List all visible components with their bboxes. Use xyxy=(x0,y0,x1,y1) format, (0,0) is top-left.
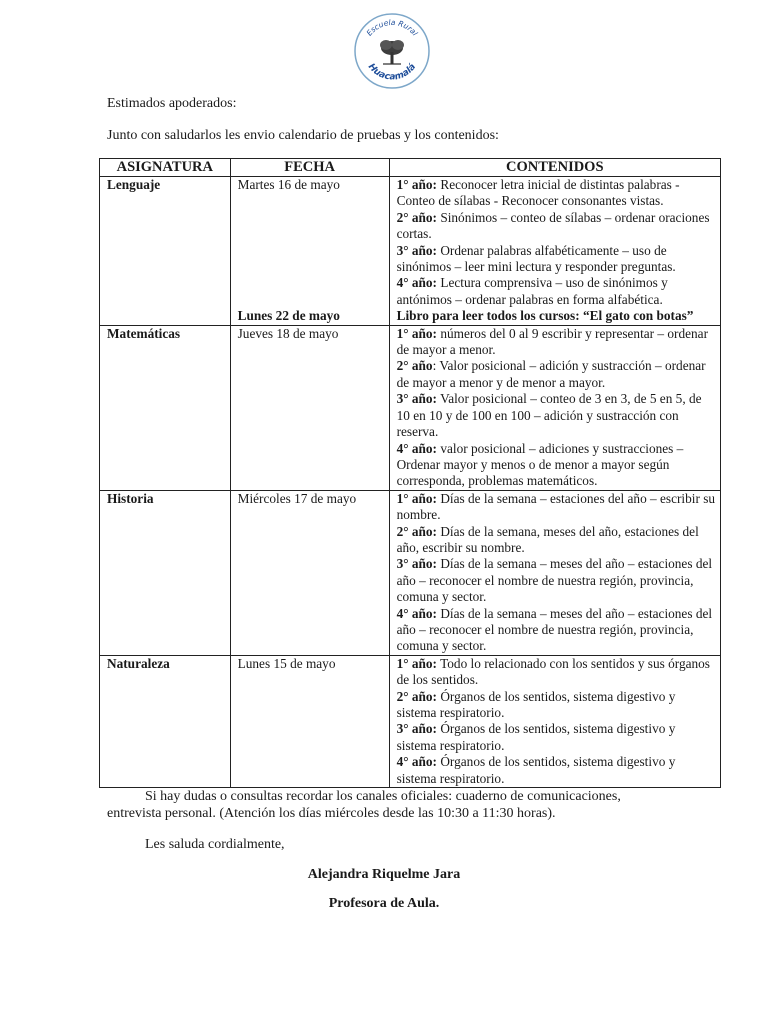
content-item xyxy=(397,391,716,440)
grade-label: 3° año: xyxy=(396,242,437,258)
grade-label: 4° año: xyxy=(396,275,437,291)
book-note: Libro para leer todos los cursos: “El gato con botas” xyxy=(396,308,694,324)
exam-calendar-table xyxy=(99,158,721,788)
book-date-text: Lunes 22 de mayo xyxy=(237,308,340,324)
subject-cell: Matemáticas xyxy=(100,325,231,490)
grade-label: 3° año: xyxy=(396,391,437,407)
content-text: Todo lo relacionado con los sentidos y sus órganos de los sentidos. xyxy=(396,655,710,688)
content-text: Órganos de los sentidos, sistema digestivo y sistema respiratorio. xyxy=(396,688,676,720)
intro-text: Junto con saludarlos les envio calendario de pruebas y los contenidos: xyxy=(107,128,499,143)
content-text: Reconocer letra inicial de distintas palabras - Conteo de sílabas - Reconocer consonantes vistas. xyxy=(396,177,680,209)
contents-cell xyxy=(389,655,720,787)
header-contenidos: CONTENIDOS xyxy=(389,159,720,177)
content-item xyxy=(397,721,716,754)
table-row xyxy=(100,325,721,490)
footer-note-line2: entrevista personal. (Atención los días miércoles desde las 10:30 a 11:30 horas). xyxy=(107,806,556,821)
content-text: Días de la semana – meses del año – estaciones del año – reconocer el nombre de nuestra región, provincia, comuna y sector. xyxy=(396,556,713,605)
grade-label: 2° año: xyxy=(396,688,437,704)
grade-label: 3° año: xyxy=(396,556,437,572)
grade-label: 1° año: xyxy=(396,325,437,341)
content-item xyxy=(397,358,716,391)
grade-label: 1° año: xyxy=(396,490,437,506)
contents-cell xyxy=(389,177,720,326)
footer-note-line1: Si hay dudas o consultas recordar los canales oficiales: cuaderno de comunicaciones, xyxy=(145,789,621,804)
content-item xyxy=(397,441,716,490)
grade-label: 4° año: xyxy=(396,605,437,621)
contents-cell xyxy=(389,325,720,490)
grade-label: 3° año: xyxy=(396,721,437,737)
content-text: Días de la semana, meses del año, estaciones del año, escribir su nombre. xyxy=(396,523,699,555)
content-text: Ordenar palabras alfabéticamente – uso de sinónimos – leer mini lectura y responder preguntas. xyxy=(396,242,676,275)
signer-role: Profesora de Aula. xyxy=(328,896,440,911)
table-row xyxy=(100,655,721,787)
content-item xyxy=(397,556,716,605)
content-item xyxy=(397,656,716,689)
table-header-row xyxy=(100,159,721,177)
date-text: Martes 16 de mayo xyxy=(237,177,340,192)
subject-cell: Lenguaje xyxy=(100,177,231,326)
date-cell: Miércoles 17 de mayo xyxy=(230,490,389,655)
content-text: : Valor posicional – adición y sustracción – ordenar de mayor a menor y de menor a mayor. xyxy=(396,358,706,390)
date-cell: Lunes 15 de mayo xyxy=(230,655,389,787)
grade-label: 1° año: xyxy=(396,177,437,192)
content-item xyxy=(397,606,716,655)
grade-label: 2° año: xyxy=(396,209,437,225)
grade-label: 2° año: xyxy=(396,523,437,539)
content-text: valor posicional – adiciones y sustracciones – Ordenar mayor y menos o de menor a mayor según corresponda, problemas matemáticos. xyxy=(396,440,684,489)
closing-text: Les saluda cordialmente, xyxy=(145,837,285,852)
signer-name: Alejandra Riquelme Jara xyxy=(307,867,461,882)
content-item xyxy=(397,243,716,276)
content-text: números del 0 al 9 escribir y representar – ordenar de mayor a menor. xyxy=(396,325,709,358)
content-item xyxy=(397,689,716,722)
content-item xyxy=(397,326,716,359)
grade-label: 1° año: xyxy=(396,655,437,671)
date-cell xyxy=(230,177,389,326)
content-text: Días de la semana – estaciones del año – escribir su nombre. xyxy=(396,490,716,523)
content-text: Sinónimos – conteo de sílabas – ordenar oraciones cortas. xyxy=(396,209,710,242)
table-row xyxy=(100,177,721,326)
grade-label: 4° año: xyxy=(396,754,437,770)
content-text: Lectura comprensiva – uso de sinónimos y antónimos – ordenar palabras en forma alfabética. xyxy=(396,275,668,307)
content-text: Órganos de los sentidos, sistema digestivo y sistema respiratorio. xyxy=(396,721,676,753)
content-text: Valor posicional – conteo de 3 en 3, de 5 en 5, de 10 en 10 y de 100 en 100 – adición y sustracción con reserva. xyxy=(396,391,702,440)
content-item xyxy=(397,177,716,210)
contents-cell xyxy=(389,490,720,655)
content-item xyxy=(397,210,716,243)
header-fecha: FECHA xyxy=(230,159,389,177)
grade-label: 4° año: xyxy=(396,440,437,456)
content-item xyxy=(397,754,716,787)
content-text: Días de la semana – meses del año – estaciones del año – reconocer el nombre de nuestra región, provincia, comuna y sector. xyxy=(396,605,713,654)
header-asignatura: ASIGNATURA xyxy=(100,159,231,177)
logo-text-bottom: Huacamalá xyxy=(365,62,419,83)
school-logo xyxy=(353,12,431,90)
content-text: Órganos de los sentidos, sistema digestivo y sistema respiratorio. xyxy=(396,754,676,786)
date-cell: Jueves 18 de mayo xyxy=(230,325,389,490)
greeting: Estimados apoderados: xyxy=(107,96,237,111)
subject-cell: Historia xyxy=(100,490,231,655)
content-item xyxy=(397,524,716,557)
table-row xyxy=(100,490,721,655)
content-item xyxy=(397,275,716,308)
subject-cell: Naturaleza xyxy=(100,655,231,787)
logo-text-top: Escuela Rural xyxy=(364,17,420,38)
content-item xyxy=(397,491,716,524)
grade-label: 2° año xyxy=(396,358,433,374)
